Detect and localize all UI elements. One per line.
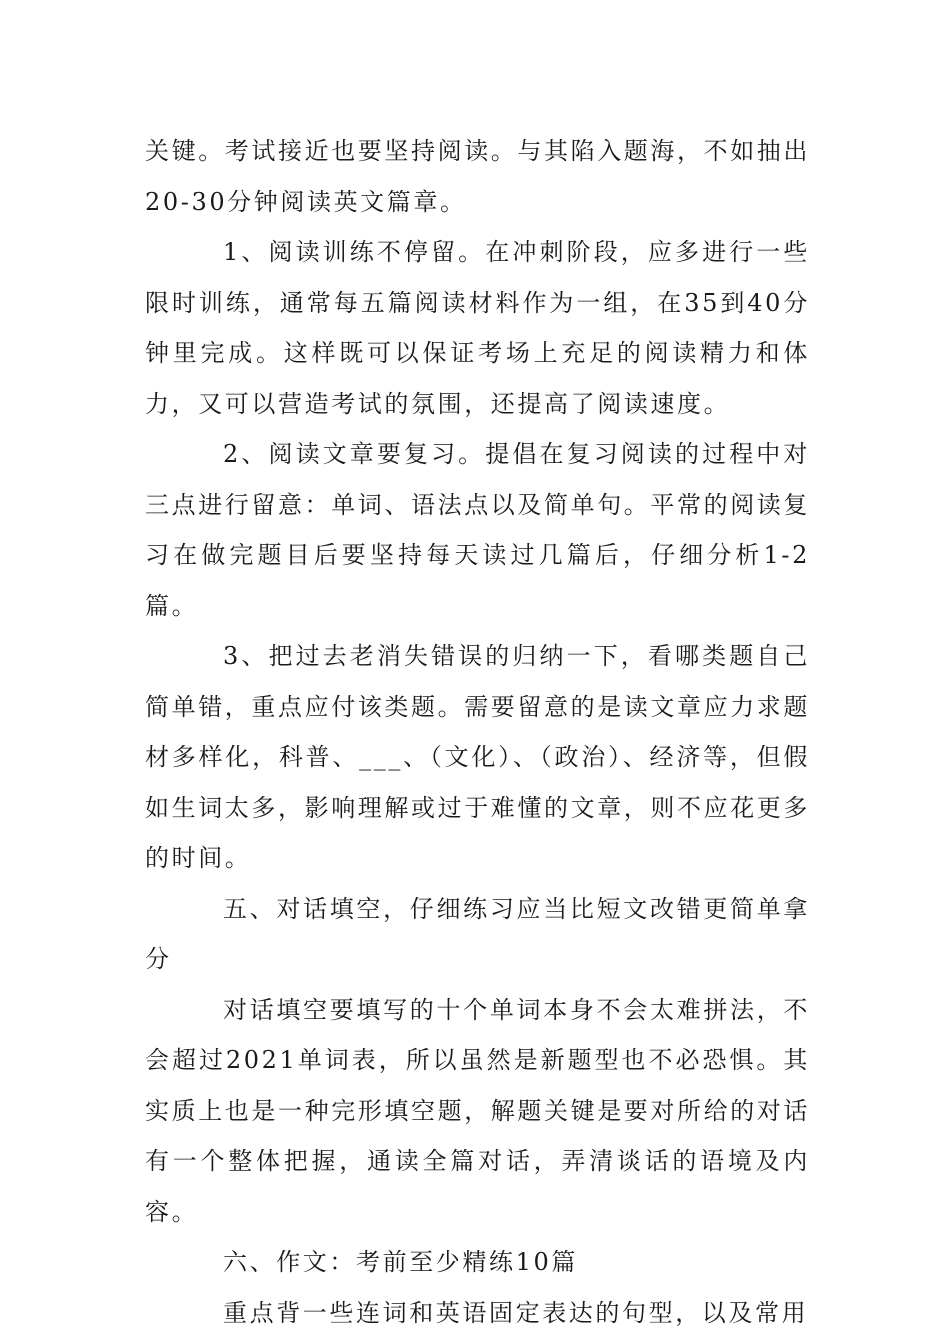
paragraph-4: 3、把过去老消失错误的归纳一下，看哪类题自己简单错，重点应付该类题。需要留意的是读文章应力求题材多样化，科普、___、（文化）、（政治）、经济等，但假如生词太多，影响理解或过于难懂的文章，则不应花更多的时间。 [145, 642, 810, 872]
paragraph-6: 对话填空要填写的十个单词本身不会太难拼法，不会超过2021单词表，所以虽然是新题型也不必恐惧。其实质上也是一种完形填空题，解题关键是要对所给的对话有一个整体把握，通读全篇对话，弄清谈话的语境及内容。 [145, 995, 810, 1226]
section-heading-5: 五、对话填空，仔细练习应当比短文改错更简单拿分 [145, 894, 810, 973]
paragraph-8: 重点背一些连词和英语固定表达的句型，以及常用 [223, 1298, 809, 1327]
section-heading-6: 六、作文：考前至少精练10篇 [223, 1248, 578, 1276]
document-page [145, 126, 810, 1338]
paragraph-3: 2、阅读文章要复习。提倡在复习阅读的过程中对三点进行留意：单词、语法点以及简单句。平常的阅读复习在做完题目后要坚持每天读过几篇后，仔细分析1-2篇。 [145, 440, 810, 620]
paragraph-1: 关键。考试接近也要坚持阅读。与其陷入题海，不如抽出20-30分钟阅读英文篇章。 [145, 137, 810, 216]
paragraph-2: 1、阅读训练不停留。在冲刺阶段，应多进行一些限时训练，通常每五篇阅读材料作为一组，在35到40分钟里完成。这样既可以保证考场上充足的阅读精力和体力，又可以营造考试的氛围，还提高了阅读速度。 [145, 238, 810, 418]
